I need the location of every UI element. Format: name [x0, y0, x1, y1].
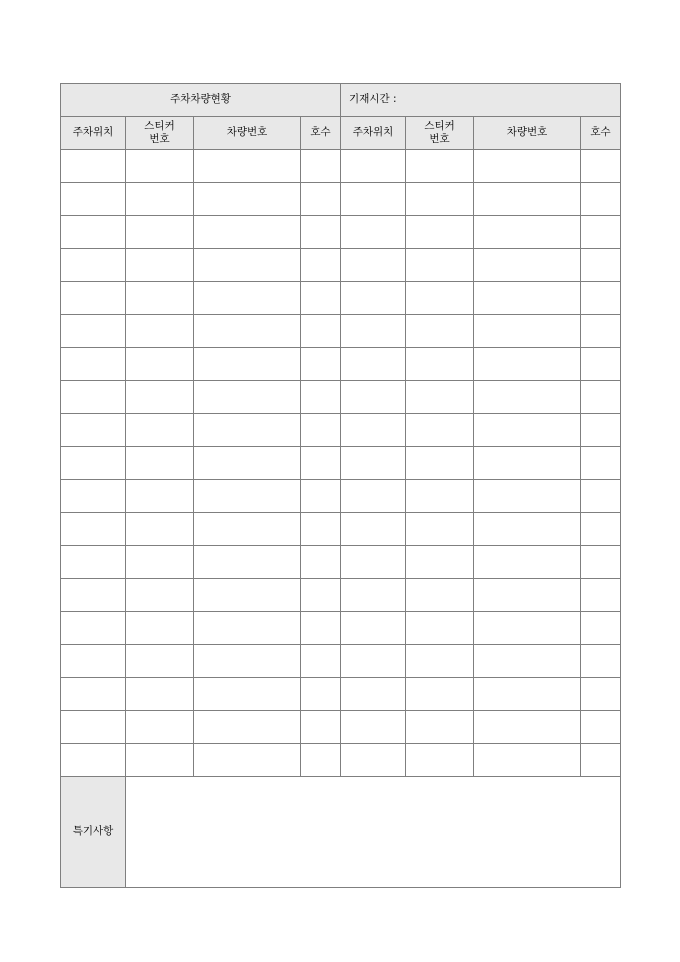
- cell-ho-left[interactable]: [301, 414, 341, 447]
- cell-sticker-right[interactable]: [406, 678, 474, 711]
- cell-position-right[interactable]: [341, 645, 406, 678]
- cell-ho-left[interactable]: [301, 183, 341, 216]
- header-position-right: 주차위치: [341, 117, 406, 150]
- cell-carnumber-left[interactable]: [194, 348, 301, 381]
- cell-ho-left[interactable]: [301, 678, 341, 711]
- cell-position-right[interactable]: [341, 282, 406, 315]
- header-sticker-right-line2: 번호: [429, 133, 450, 145]
- table-row: [61, 711, 621, 744]
- cell-position-right[interactable]: [341, 711, 406, 744]
- cell-sticker-left[interactable]: [126, 183, 194, 216]
- cell-carnumber-left[interactable]: [194, 513, 301, 546]
- cell-ho-right[interactable]: [581, 447, 621, 480]
- cell-sticker-left[interactable]: [126, 348, 194, 381]
- cell-carnumber-right[interactable]: [474, 579, 581, 612]
- cell-position-right[interactable]: [341, 150, 406, 183]
- cell-sticker-left[interactable]: [126, 579, 194, 612]
- cell-ho-right[interactable]: [581, 249, 621, 282]
- table-row: [61, 249, 621, 282]
- cell-ho-right[interactable]: [581, 348, 621, 381]
- header-carnumber-left: 차량번호: [194, 117, 301, 150]
- cell-carnumber-left[interactable]: [194, 447, 301, 480]
- cell-ho-left[interactable]: [301, 744, 341, 777]
- cell-carnumber-right[interactable]: [474, 513, 581, 546]
- cell-position-right[interactable]: [341, 579, 406, 612]
- cell-carnumber-right[interactable]: [474, 381, 581, 414]
- cell-position-right[interactable]: [341, 447, 406, 480]
- cell-position-left[interactable]: [61, 711, 126, 744]
- cell-ho-left[interactable]: [301, 612, 341, 645]
- note-label: 특기사항: [61, 777, 126, 888]
- cell-ho-right[interactable]: [581, 546, 621, 579]
- cell-sticker-left[interactable]: [126, 480, 194, 513]
- cell-carnumber-left[interactable]: [194, 711, 301, 744]
- cell-position-left[interactable]: [61, 678, 126, 711]
- cell-ho-right[interactable]: [581, 711, 621, 744]
- cell-position-right[interactable]: [341, 744, 406, 777]
- cell-sticker-left[interactable]: [126, 612, 194, 645]
- cell-sticker-left[interactable]: [126, 282, 194, 315]
- cell-position-right[interactable]: [341, 315, 406, 348]
- cell-ho-right[interactable]: [581, 678, 621, 711]
- cell-carnumber-right[interactable]: [474, 150, 581, 183]
- cell-ho-left[interactable]: [301, 216, 341, 249]
- cell-carnumber-right[interactable]: [474, 546, 581, 579]
- cell-position-left[interactable]: [61, 348, 126, 381]
- table-row: [61, 447, 621, 480]
- cell-position-right[interactable]: [341, 249, 406, 282]
- cell-sticker-right[interactable]: [406, 645, 474, 678]
- cell-carnumber-right[interactable]: [474, 645, 581, 678]
- cell-ho-left[interactable]: [301, 381, 341, 414]
- cell-ho-left[interactable]: [301, 249, 341, 282]
- form-title: 주차차량현황: [61, 84, 341, 117]
- cell-position-left[interactable]: [61, 513, 126, 546]
- table-row: [61, 150, 621, 183]
- cell-position-left[interactable]: [61, 183, 126, 216]
- cell-sticker-left[interactable]: [126, 447, 194, 480]
- record-time-label: 기재시간 :: [341, 84, 621, 117]
- cell-ho-left[interactable]: [301, 348, 341, 381]
- parking-status-table: [60, 83, 621, 888]
- table-row: [61, 513, 621, 546]
- table-row: [61, 414, 621, 447]
- cell-ho-left[interactable]: [301, 513, 341, 546]
- cell-position-left[interactable]: [61, 216, 126, 249]
- header-ho-left: 호수: [301, 117, 341, 150]
- cell-ho-right[interactable]: [581, 480, 621, 513]
- cell-sticker-right[interactable]: [406, 282, 474, 315]
- cell-carnumber-left[interactable]: [194, 315, 301, 348]
- table-row: [61, 579, 621, 612]
- note-field[interactable]: [126, 777, 621, 888]
- cell-position-right[interactable]: [341, 183, 406, 216]
- cell-ho-right[interactable]: [581, 645, 621, 678]
- parking-status-form: [60, 83, 620, 888]
- cell-position-right[interactable]: [341, 612, 406, 645]
- cell-carnumber-left[interactable]: [194, 282, 301, 315]
- cell-sticker-right[interactable]: [406, 381, 474, 414]
- cell-ho-right[interactable]: [581, 579, 621, 612]
- cell-carnumber-right[interactable]: [474, 249, 581, 282]
- table-title-row: [61, 84, 621, 117]
- cell-sticker-right[interactable]: [406, 315, 474, 348]
- cell-sticker-left[interactable]: [126, 744, 194, 777]
- cell-ho-left[interactable]: [301, 315, 341, 348]
- cell-carnumber-left[interactable]: [194, 546, 301, 579]
- cell-position-left[interactable]: [61, 645, 126, 678]
- cell-position-right[interactable]: [341, 546, 406, 579]
- cell-sticker-right[interactable]: [406, 744, 474, 777]
- cell-sticker-left[interactable]: [126, 546, 194, 579]
- cell-carnumber-right[interactable]: [474, 711, 581, 744]
- cell-ho-right[interactable]: [581, 282, 621, 315]
- table-row: [61, 282, 621, 315]
- cell-ho-right[interactable]: [581, 744, 621, 777]
- cell-sticker-right[interactable]: [406, 480, 474, 513]
- cell-sticker-left[interactable]: [126, 249, 194, 282]
- cell-position-right[interactable]: [341, 381, 406, 414]
- cell-sticker-left[interactable]: [126, 414, 194, 447]
- cell-carnumber-left[interactable]: [194, 645, 301, 678]
- header-sticker-left: [126, 117, 194, 150]
- cell-ho-right[interactable]: [581, 612, 621, 645]
- cell-carnumber-right[interactable]: [474, 447, 581, 480]
- cell-ho-right[interactable]: [581, 414, 621, 447]
- cell-ho-right[interactable]: [581, 381, 621, 414]
- note-row: [61, 777, 621, 888]
- cell-carnumber-right[interactable]: [474, 282, 581, 315]
- cell-ho-left[interactable]: [301, 645, 341, 678]
- cell-position-left[interactable]: [61, 315, 126, 348]
- cell-carnumber-left[interactable]: [194, 414, 301, 447]
- header-ho-right: 호수: [581, 117, 621, 150]
- cell-ho-left[interactable]: [301, 150, 341, 183]
- cell-position-left[interactable]: [61, 150, 126, 183]
- cell-carnumber-left[interactable]: [194, 744, 301, 777]
- header-sticker-right-line1: 스티커: [424, 119, 455, 132]
- table-row: [61, 216, 621, 249]
- cell-sticker-right[interactable]: [406, 414, 474, 447]
- cell-position-left[interactable]: [61, 579, 126, 612]
- cell-sticker-left[interactable]: [126, 513, 194, 546]
- table-body: [61, 84, 621, 888]
- cell-carnumber-right[interactable]: [474, 612, 581, 645]
- table-row: [61, 678, 621, 711]
- cell-position-right[interactable]: [341, 678, 406, 711]
- cell-sticker-right[interactable]: [406, 216, 474, 249]
- cell-sticker-left[interactable]: [126, 678, 194, 711]
- cell-sticker-right[interactable]: [406, 249, 474, 282]
- table-row: [61, 744, 621, 777]
- cell-sticker-left[interactable]: [126, 381, 194, 414]
- cell-position-left[interactable]: [61, 249, 126, 282]
- cell-ho-right[interactable]: [581, 513, 621, 546]
- table-row: [61, 348, 621, 381]
- column-header-row: [61, 117, 621, 150]
- cell-carnumber-right[interactable]: [474, 183, 581, 216]
- cell-position-left[interactable]: [61, 546, 126, 579]
- cell-carnumber-left[interactable]: [194, 678, 301, 711]
- cell-carnumber-left[interactable]: [194, 480, 301, 513]
- cell-ho-left[interactable]: [301, 282, 341, 315]
- cell-sticker-right[interactable]: [406, 513, 474, 546]
- cell-position-left[interactable]: [61, 381, 126, 414]
- cell-carnumber-right[interactable]: [474, 315, 581, 348]
- cell-sticker-left[interactable]: [126, 150, 194, 183]
- cell-carnumber-right[interactable]: [474, 480, 581, 513]
- cell-sticker-left[interactable]: [126, 315, 194, 348]
- table-row: [61, 546, 621, 579]
- header-sticker-left-line1: 스티커: [144, 119, 175, 132]
- header-carnumber-right: 차량번호: [474, 117, 581, 150]
- cell-position-left[interactable]: [61, 414, 126, 447]
- cell-carnumber-left[interactable]: [194, 216, 301, 249]
- cell-ho-left[interactable]: [301, 447, 341, 480]
- cell-carnumber-left[interactable]: [194, 381, 301, 414]
- cell-position-left[interactable]: [61, 480, 126, 513]
- cell-sticker-right[interactable]: [406, 150, 474, 183]
- cell-sticker-right[interactable]: [406, 447, 474, 480]
- cell-ho-left[interactable]: [301, 711, 341, 744]
- cell-sticker-right[interactable]: [406, 183, 474, 216]
- cell-position-right[interactable]: [341, 513, 406, 546]
- cell-sticker-right[interactable]: [406, 612, 474, 645]
- cell-sticker-left[interactable]: [126, 645, 194, 678]
- cell-carnumber-right[interactable]: [474, 348, 581, 381]
- cell-carnumber-right[interactable]: [474, 744, 581, 777]
- cell-carnumber-left[interactable]: [194, 249, 301, 282]
- table-row: [61, 315, 621, 348]
- cell-position-left[interactable]: [61, 612, 126, 645]
- header-position-left: 주차위치: [61, 117, 126, 150]
- cell-carnumber-left[interactable]: [194, 612, 301, 645]
- cell-position-right[interactable]: [341, 348, 406, 381]
- table-row: [61, 645, 621, 678]
- table-row: [61, 183, 621, 216]
- cell-sticker-left[interactable]: [126, 711, 194, 744]
- cell-sticker-right[interactable]: [406, 711, 474, 744]
- cell-position-right[interactable]: [341, 480, 406, 513]
- cell-sticker-right[interactable]: [406, 579, 474, 612]
- cell-position-left[interactable]: [61, 282, 126, 315]
- cell-carnumber-left[interactable]: [194, 183, 301, 216]
- cell-carnumber-right[interactable]: [474, 216, 581, 249]
- cell-sticker-right[interactable]: [406, 546, 474, 579]
- cell-ho-right[interactable]: [581, 315, 621, 348]
- cell-position-left[interactable]: [61, 447, 126, 480]
- cell-ho-left[interactable]: [301, 546, 341, 579]
- header-sticker-right: [406, 117, 474, 150]
- cell-ho-left[interactable]: [301, 579, 341, 612]
- cell-sticker-left[interactable]: [126, 216, 194, 249]
- table-row: [61, 480, 621, 513]
- cell-carnumber-right[interactable]: [474, 678, 581, 711]
- cell-ho-right[interactable]: [581, 183, 621, 216]
- cell-ho-left[interactable]: [301, 480, 341, 513]
- cell-position-right[interactable]: [341, 414, 406, 447]
- cell-sticker-right[interactable]: [406, 348, 474, 381]
- cell-carnumber-right[interactable]: [474, 414, 581, 447]
- cell-position-right[interactable]: [341, 216, 406, 249]
- header-sticker-left-line2: 번호: [149, 133, 170, 145]
- cell-ho-right[interactable]: [581, 216, 621, 249]
- cell-ho-right[interactable]: [581, 150, 621, 183]
- cell-carnumber-left[interactable]: [194, 579, 301, 612]
- table-row: [61, 612, 621, 645]
- cell-carnumber-left[interactable]: [194, 150, 301, 183]
- cell-position-left[interactable]: [61, 744, 126, 777]
- table-row: [61, 381, 621, 414]
